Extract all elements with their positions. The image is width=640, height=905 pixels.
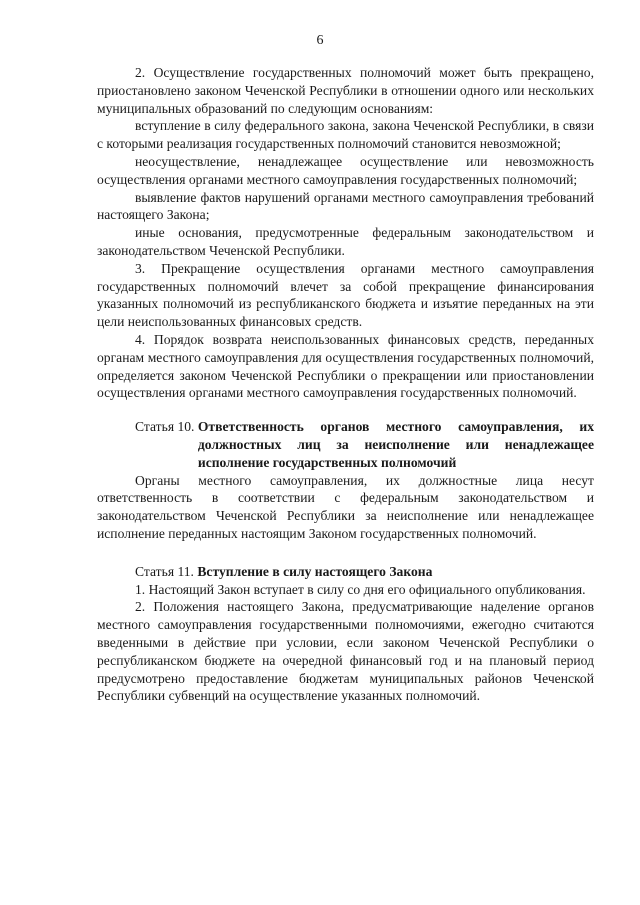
article-11-paragraph-2: 2. Положения настоящего Закона, предусматривающие наделение органов местного самоуправления государственными полномочиями, ежегодно считаются введенными в действие при условии, если законом Чеченской Республики о республиканском бюджете на очередной финансовый год и на плановый период предусмотрено предоставление бюджетам муниципальных районов Чеченской Республики субвенций на осуществление указанных полномочий. bbox=[97, 599, 594, 704]
article-11-heading bbox=[97, 563, 594, 581]
article-10-text: Органы местного самоуправления, их должностные лица несут ответственность в соответствии с федеральным законодательством и законодательством Чеченской Республики за неисполнение или ненадлежащее исполнение переданных настоящим Законом государственных полномочий. bbox=[97, 472, 594, 541]
ground-1: вступление в силу федерального закона, закона Чеченской Республики, в связи с которыми реализация государственных полномочий становится невозможной; bbox=[97, 118, 594, 152]
article-10-title: Ответственность органов местного самоуправления, их должностных лиц за неисполнение или ненадлежащее исполнение государственных полномочий bbox=[197, 419, 594, 470]
article-11-label: Статья 11. bbox=[135, 563, 198, 579]
article-10-label: Статья 10. bbox=[135, 419, 198, 435]
ground-3: выявление фактов нарушений органами местного самоуправления требований настоящего Закона; bbox=[97, 189, 594, 223]
ground-2: неосуществление, ненадлежащее осуществление или невозможность осуществления органами местного самоуправления государственных полномочий; bbox=[97, 153, 594, 187]
article-11-title: Вступление в силу настоящего Закона bbox=[197, 563, 433, 579]
page-number: 6 bbox=[316, 33, 324, 48]
article-11-paragraph-1: 1. Настоящий Закон вступает в силу со дня его официального опубликования. bbox=[135, 581, 586, 597]
paragraph-3: 3. Прекращение осуществления органами местного самоуправления государственных полномочий влечет за собой прекращение финансирования указанных полномочий из республиканского бюджета и изъятие переданных на эти цели неиспользованных финансовых средств. bbox=[97, 260, 594, 330]
article-10-heading bbox=[97, 418, 594, 471]
paragraph-4: 4. Порядок возврата неиспользованных финансовых средств, переданных органам местного самоуправления для осуществления государственных полномочий, определяется законом Чеченской Республики о прекращении или приостановлении осуществления органами местного самоуправления государственных полномочий. bbox=[97, 331, 594, 401]
ground-4: иные основания, предусмотренные федеральным законодательством и законодательством Чеченской Республики. bbox=[97, 225, 594, 258]
paragraph-2: 2. Осуществление государственных полномочий может быть прекращено, приостановлено законом Чеченской Республики в отношении одного или нескольких муниципальных образований по следующим основаниям: bbox=[97, 65, 594, 116]
document-body bbox=[97, 64, 594, 705]
